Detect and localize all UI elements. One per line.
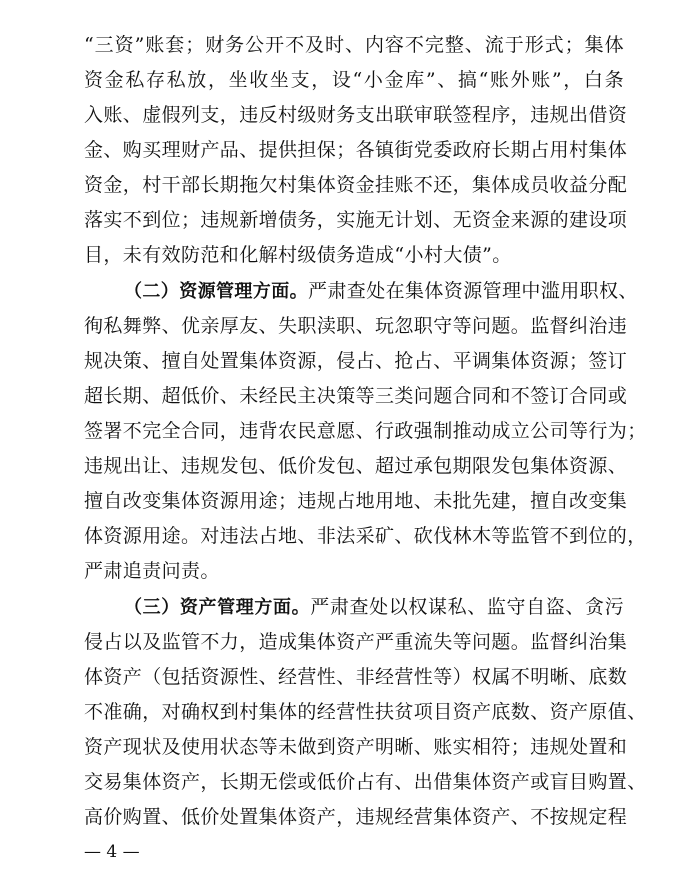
section3-line-6: 交易集体资产，长期无偿或低价占有、出借集体资产或盲目购置、 (84, 771, 647, 793)
section3-first-line (124, 594, 624, 620)
section3-line-4: 不准确，对确权到村集体的经营性扶贫项目资产底数、资产原值、 (84, 701, 647, 723)
intro-line-2: 资金私存私放，坐收坐支，设“小金库”、搞“账外账”，白条 (84, 69, 624, 91)
section2-first-line-text: 严肃查处在集体资源管理中滥用职权、 (308, 280, 638, 302)
intro-line-5: 资金，村干部长期拖欠村集体资金挂账不还，集体成员收益分配 (84, 174, 628, 196)
section3-line-3: 体资产（包括资源性、经营性、非经营性等）权属不明晰、底数 (84, 666, 628, 688)
section2-line-2: 徇私舞弊、优亲厚友、失职渎职、玩忽职守等问题。监督纠治违 (84, 315, 628, 337)
intro-line-3: 入账、虚假列支，违反村级财务支出联审联签程序，违规出借资 (84, 104, 628, 126)
section2-line-5: 签署不完全合同，违背农民意愿、行政强制推动成立公司等行为； (84, 420, 647, 442)
section2-line-4: 超长期、超低价、未经民主决策等三类问题合同和不签订合同或 (84, 385, 628, 407)
section3-line-5: 资产现状及使用状态等未做到资产明晰、账实相符；违规处置和 (84, 736, 628, 758)
intro-line-6: 落实不到位；违规新增债务，实施无计划、无资金来源的建设项 (84, 209, 628, 231)
section3-first-line-text: 严肃查处以权谋私、监守自盗、贪污 (310, 596, 625, 618)
section2-line-9: 严肃追责问责。 (84, 560, 220, 582)
section2-line-6: 违规出让、违规发包、低价发包、超过承包期限发包集体资源、 (84, 455, 628, 477)
section3-heading: （三）资产管理方面。 (124, 597, 311, 618)
intro-line-7: 目，未有效防范和化解村级债务造成“小村大债”。 (84, 244, 512, 266)
page-number: — 4 — (84, 842, 140, 862)
section2-line-8: 体资源用途。对违法占地、非法采矿、砍伐林木等监管不到位的， (84, 525, 647, 547)
section2-first-line (124, 278, 638, 304)
intro-line-1: “三资”账套；财务公开不及时、内容不完整、流于形式；集体 (84, 34, 624, 56)
section2-line-7: 擅自改变集体资源用途；违规占地用地、未批先建，擅自改变集 (84, 490, 628, 512)
section2-heading: （二）资源管理方面。 (124, 281, 308, 302)
intro-line-4: 金、购买理财产品、提供担保；各镇街党委政府长期占用村集体 (84, 139, 628, 161)
section2-line-3: 规决策、擅自处置集体资源，侵占、抢占、平调集体资源；签订 (84, 350, 628, 372)
section3-line-2: 侵占以及监管不力，造成集体资产严重流失等问题。监督纠治集 (84, 631, 628, 653)
section3-line-7: 高价购置、低价处置集体资产，违规经营集体资产、不按规定程 (84, 806, 628, 828)
